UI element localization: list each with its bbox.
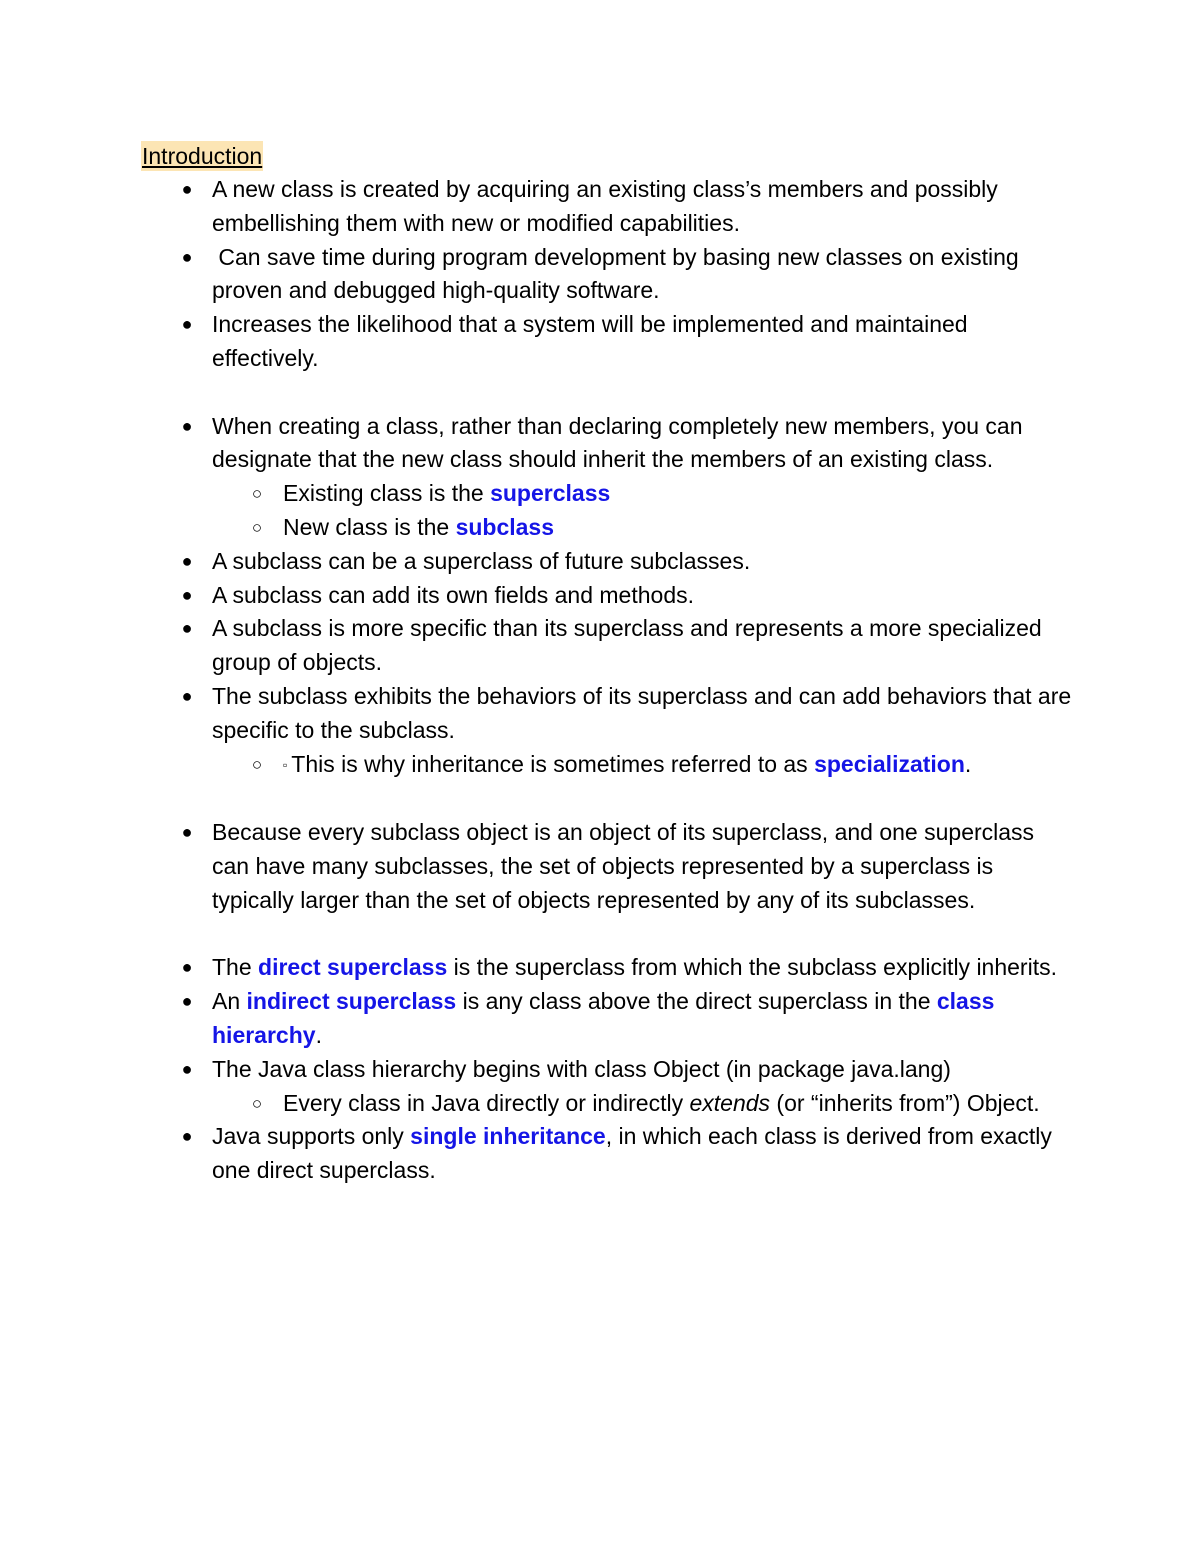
- item-text: Increases the likelihood that a system will be implemented and maintained effectively.: [212, 311, 968, 371]
- item-text: The: [212, 954, 259, 981]
- list-item: [0, 173, 1072, 241]
- sub-list-item: [0, 1087, 1083, 1121]
- bullet-icon: ●: [181, 1058, 193, 1079]
- item-text: A subclass can add its own fields and methods.: [212, 581, 695, 608]
- item-text: A new class is created by acquiring an existing class’s members and possibly embellishing them with new or modified capabilities.: [212, 176, 998, 236]
- key-term: indirect superclass: [246, 988, 457, 1015]
- bullet-icon: ●: [181, 246, 193, 267]
- key-term: direct superclass: [258, 954, 448, 981]
- spacer: [0, 782, 1200, 816]
- list-item: [0, 612, 1072, 680]
- item-text: The Java class hierarchy begins with class Object (in package java.lang): [212, 1055, 951, 1082]
- hollow-bullet-icon: ○: [251, 754, 263, 774]
- list-item: [0, 951, 1072, 985]
- list-item: [0, 308, 1072, 376]
- bullet-icon: ●: [181, 415, 193, 436]
- item-text: Java supports only: [212, 1123, 411, 1150]
- list-item: [0, 579, 1072, 613]
- key-term: subclass: [455, 513, 555, 540]
- bullet-icon: ●: [181, 685, 193, 706]
- bullet-icon: ●: [181, 179, 193, 199]
- key-term: class hierarchy: [212, 988, 995, 1048]
- list-item: [0, 816, 1072, 917]
- bullet-icon: ●: [181, 957, 193, 978]
- list-item: [0, 410, 1072, 478]
- item-text: is any class above the direct superclass in the: [456, 988, 937, 1015]
- bullet-icon: ●: [181, 550, 193, 571]
- sub-list-item: [0, 748, 1083, 783]
- item-text: Existing class is the: [283, 480, 491, 507]
- item-text: A subclass is more specific than its superclass and represents a more specialized group of objects.: [212, 615, 1042, 676]
- item-text: Can save time during program development by basing new classes on existing proven and debugged high-quality software.: [212, 243, 1026, 304]
- item-text: This is why inheritance is sometimes referred to as: [291, 750, 815, 777]
- emphasis-text: extends: [689, 1089, 771, 1116]
- item-text: An: [212, 988, 247, 1015]
- spacer: [0, 918, 1200, 952]
- item-text: (or “inherits from”) Object.: [770, 1089, 1040, 1116]
- item-text: is the superclass from which the subclass explicitly inherits.: [447, 954, 1057, 981]
- hollow-bullet-icon: ○: [251, 484, 263, 504]
- item-text: .: [964, 750, 972, 777]
- sub-list-item: [0, 511, 1083, 545]
- item-text: , in which each class is derived from exactly one direct superclass.: [212, 1123, 1052, 1184]
- item-text: Because every subclass object is an object of its superclass, and one superclass can have many subclasses, the set of objects represented by a superclass is typically larger than the set of objects represented by any of its subclasses.: [212, 819, 1035, 913]
- item-text: The subclass exhibits the behaviors of its superclass and can add behaviors that are specific to the subclass.: [212, 682, 1072, 743]
- bullet-icon: ●: [181, 1126, 193, 1147]
- item-text: New class is the: [283, 513, 456, 540]
- bullet-list: [0, 173, 1200, 1188]
- section-heading: Introduction: [142, 143, 263, 169]
- list-item: [0, 680, 1072, 748]
- key-term: single inheritance: [410, 1123, 606, 1150]
- item-text: A subclass can be a superclass of future subclasses.: [212, 547, 751, 574]
- key-term: specialization: [814, 750, 965, 777]
- spacer: [0, 376, 1200, 410]
- bullet-icon: ●: [181, 584, 193, 605]
- hollow-bullet-icon: ○: [251, 1093, 263, 1113]
- list-item: [0, 545, 1072, 579]
- item-text: When creating a class, rather than declaring completely new members, you can designate that the new class should inherit the members of an existing class.: [212, 412, 1023, 473]
- key-term: superclass: [490, 480, 611, 507]
- bullet-icon: ●: [181, 822, 193, 843]
- list-item: [0, 985, 1072, 1053]
- hollow-bullet-icon: ○: [251, 517, 263, 537]
- bullet-icon: ●: [181, 618, 193, 639]
- list-item: [0, 241, 1072, 309]
- list-item: [0, 1120, 1072, 1188]
- sub-list-item: [0, 477, 1083, 511]
- small-bullet-icon: ▫: [283, 757, 288, 772]
- bullet-icon: ●: [181, 991, 193, 1012]
- bullet-icon: ●: [181, 314, 193, 335]
- item-text: .: [315, 1021, 322, 1048]
- item-text: Every class in Java directly or indirectly: [283, 1089, 690, 1116]
- list-item: [0, 1053, 1072, 1087]
